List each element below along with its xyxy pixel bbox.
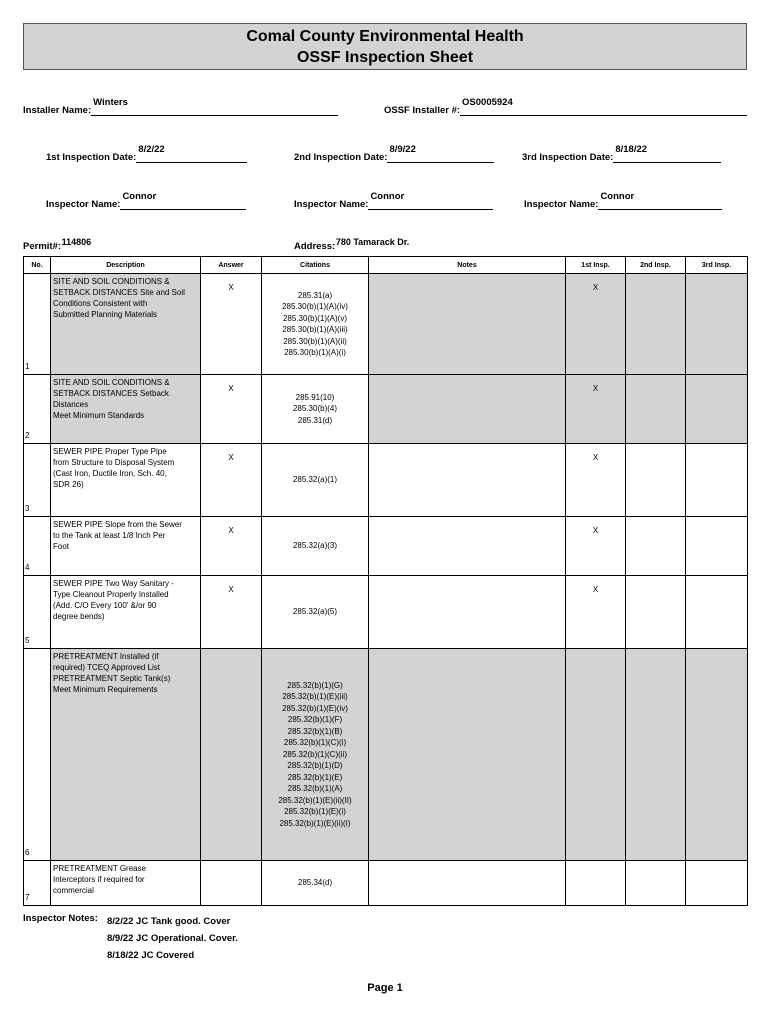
insp3-date-label: 3rd Inspection Date: <box>522 152 614 163</box>
row-insp1[interactable] <box>566 649 626 861</box>
installer-name-label: Installer Name: <box>23 105 92 116</box>
row-insp3[interactable] <box>686 649 748 861</box>
inspector2-label: Inspector Name: <box>294 199 369 210</box>
inspector3-field <box>524 191 722 210</box>
inspector2-value[interactable]: Connor <box>368 197 493 210</box>
row-insp3[interactable] <box>686 375 748 444</box>
row-answer[interactable]: X <box>201 274 262 375</box>
permit-value: 114806 <box>61 237 92 247</box>
col-header-insp1: 1st Insp. <box>566 257 626 274</box>
col-header-insp2: 2nd Insp. <box>626 257 686 274</box>
row-description: PRETREATMENT Grease Interceptors if required for commercial <box>51 861 201 906</box>
row-description: SEWER PIPE Two Way Sanitary - Type Cleanout Properly Installed (Add. C/O Every 100' &/or 90 degree bends) <box>51 576 201 649</box>
inspection-table <box>23 256 748 906</box>
insp1-date-label: 1st Inspection Date: <box>46 152 137 163</box>
inspector1-value[interactable]: Connor <box>120 197 246 210</box>
row-citations: 285.31(a) 285.30(b)(1)(A)(iv) 285.30(b)(1)(A)(v) 285.30(b)(1)(A)(iii) 285.30(b)(1)(A)(ii) 285.30(b)(1)(A)(i) <box>262 274 369 375</box>
address-label: Address: <box>294 241 336 252</box>
row-citations: 285.32(a)(1) <box>262 444 369 517</box>
row-description: SEWER PIPE Proper Type Pipe from Structure to Disposal System (Cast Iron, Ductile Iron, Sch. 40, SDR 26) <box>51 444 201 517</box>
row-answer[interactable]: X <box>201 444 262 517</box>
table-header-row <box>24 257 748 274</box>
inspector3-label: Inspector Name: <box>524 199 599 210</box>
row-insp2[interactable] <box>626 444 686 517</box>
inspector-notes-label: Inspector Notes: <box>23 913 98 924</box>
row-notes[interactable] <box>369 649 566 861</box>
row-description: PRETREATMENT Installed (if required) TCEQ Approved List PRETREATMENT Septic Tank(s) Meet Minimum Requirements <box>51 649 201 861</box>
row-number: 3 <box>24 444 51 517</box>
inspector1-field <box>46 191 246 210</box>
row-insp1[interactable]: X <box>566 375 626 444</box>
row-number: 7 <box>24 861 51 906</box>
row-insp2[interactable] <box>626 576 686 649</box>
row-insp2[interactable] <box>626 274 686 375</box>
row-description: SITE AND SOIL CONDITIONS & SETBACK DISTANCES Site and Soil Conditions Consistent with Submitted Planning Materials <box>51 274 201 375</box>
insp1-date-field <box>46 144 247 163</box>
row-insp3[interactable] <box>686 861 748 906</box>
row-notes[interactable] <box>369 274 566 375</box>
inspector-note-line: 8/9/22 JC Operational. Cover. <box>107 933 238 944</box>
row-answer[interactable]: X <box>201 576 262 649</box>
row-insp1[interactable]: X <box>566 274 626 375</box>
row-insp1[interactable]: X <box>566 517 626 576</box>
table-row <box>24 375 748 444</box>
address-value: 780 Tamarack Dr. <box>335 237 410 247</box>
table-row <box>24 517 748 576</box>
document-subtitle: OSSF Inspection Sheet <box>296 49 474 66</box>
insp3-date-value[interactable]: 8/18/22 <box>613 150 721 163</box>
row-answer[interactable]: X <box>201 375 262 444</box>
row-citations: 285.32(a)(3) <box>262 517 369 576</box>
col-header-notes: Notes <box>369 257 566 274</box>
row-notes[interactable] <box>369 517 566 576</box>
row-number: 5 <box>24 576 51 649</box>
insp1-date-value[interactable]: 8/2/22 <box>136 150 247 163</box>
row-citations: 285.32(b)(1)(G) 285.32(b)(1)(E)(iii) 285.32(b)(1)(E)(iv) 285.32(b)(1)(F) 285.32(b)(1)(B) 285.32(b)(1)(C)(i) 285.32(b)(1)(C)(ii) 285.32(b)(1)(D) 285.32(b)(1)(E) 285.32(b)(1)(A) 285.32(b)(1)(E)(ii)(II) 285.32(b)(1)(E)(i) 285.32(b)(1)(E)(ii)(I) <box>262 649 369 861</box>
row-insp2[interactable] <box>626 861 686 906</box>
document-title: Comal County Environmental Health <box>246 28 524 45</box>
insp2-date-field <box>294 144 494 163</box>
document-title-box <box>23 23 747 70</box>
row-insp3[interactable] <box>686 274 748 375</box>
address-field <box>294 237 411 252</box>
inspector-note-line: 8/18/22 JC Covered <box>107 950 195 961</box>
insp2-date-label: 2nd Inspection Date: <box>294 152 388 163</box>
page-number: Page 1 <box>367 982 403 994</box>
row-notes[interactable] <box>369 576 566 649</box>
row-insp1[interactable]: X <box>566 576 626 649</box>
row-number: 2 <box>24 375 51 444</box>
row-answer[interactable] <box>201 649 262 861</box>
table-row <box>24 274 748 375</box>
row-insp2[interactable] <box>626 517 686 576</box>
row-number: 6 <box>24 649 51 861</box>
row-number: 4 <box>24 517 51 576</box>
inspector1-label: Inspector Name: <box>46 199 121 210</box>
col-header-description: Description <box>51 257 201 274</box>
row-citations: 285.34(d) <box>262 861 369 906</box>
installer-number-field <box>384 97 747 116</box>
row-answer[interactable]: X <box>201 517 262 576</box>
row-number: 1 <box>24 274 51 375</box>
row-description: SITE AND SOIL CONDITIONS & SETBACK DISTANCES Setback Distances Meet Minimum Standards <box>51 375 201 444</box>
table-row <box>24 444 748 517</box>
permit-label: Permit#: <box>23 241 62 252</box>
insp2-date-value[interactable]: 8/9/22 <box>387 150 494 163</box>
col-header-citations: Citations <box>262 257 369 274</box>
row-insp1[interactable]: X <box>566 444 626 517</box>
table-row <box>24 576 748 649</box>
installer-number-value[interactable]: OS0005924 <box>460 103 747 116</box>
row-citations: 285.32(a)(5) <box>262 576 369 649</box>
installer-name-value[interactable]: Winters <box>91 103 338 116</box>
row-insp2[interactable] <box>626 649 686 861</box>
col-header-answer: Answer <box>201 257 262 274</box>
insp3-date-field <box>522 144 721 163</box>
installer-name-field <box>23 97 338 116</box>
row-answer[interactable] <box>201 861 262 906</box>
table-row <box>24 861 748 906</box>
col-header-no: No. <box>24 257 51 274</box>
col-header-insp3: 3rd Insp. <box>686 257 748 274</box>
row-insp3[interactable] <box>686 444 748 517</box>
inspector3-value[interactable]: Connor <box>598 197 722 210</box>
row-insp3[interactable] <box>686 517 748 576</box>
row-insp2[interactable] <box>626 375 686 444</box>
installer-number-label: OSSF Installer #: <box>384 105 461 116</box>
row-citations: 285.91(10) 285.30(b)(4) 285.31(d) <box>262 375 369 444</box>
row-notes[interactable] <box>369 375 566 444</box>
row-description: SEWER PIPE Slope from the Sewer to the Tank at least 1/8 Inch Per Foot <box>51 517 201 576</box>
row-insp1[interactable] <box>566 861 626 906</box>
table-row <box>24 649 748 861</box>
inspector-note-line: 8/2/22 JC Tank good. Cover <box>107 916 231 927</box>
row-insp3[interactable] <box>686 576 748 649</box>
row-notes[interactable] <box>369 861 566 906</box>
row-notes[interactable] <box>369 444 566 517</box>
inspector2-field <box>294 191 493 210</box>
permit-field <box>23 237 93 252</box>
